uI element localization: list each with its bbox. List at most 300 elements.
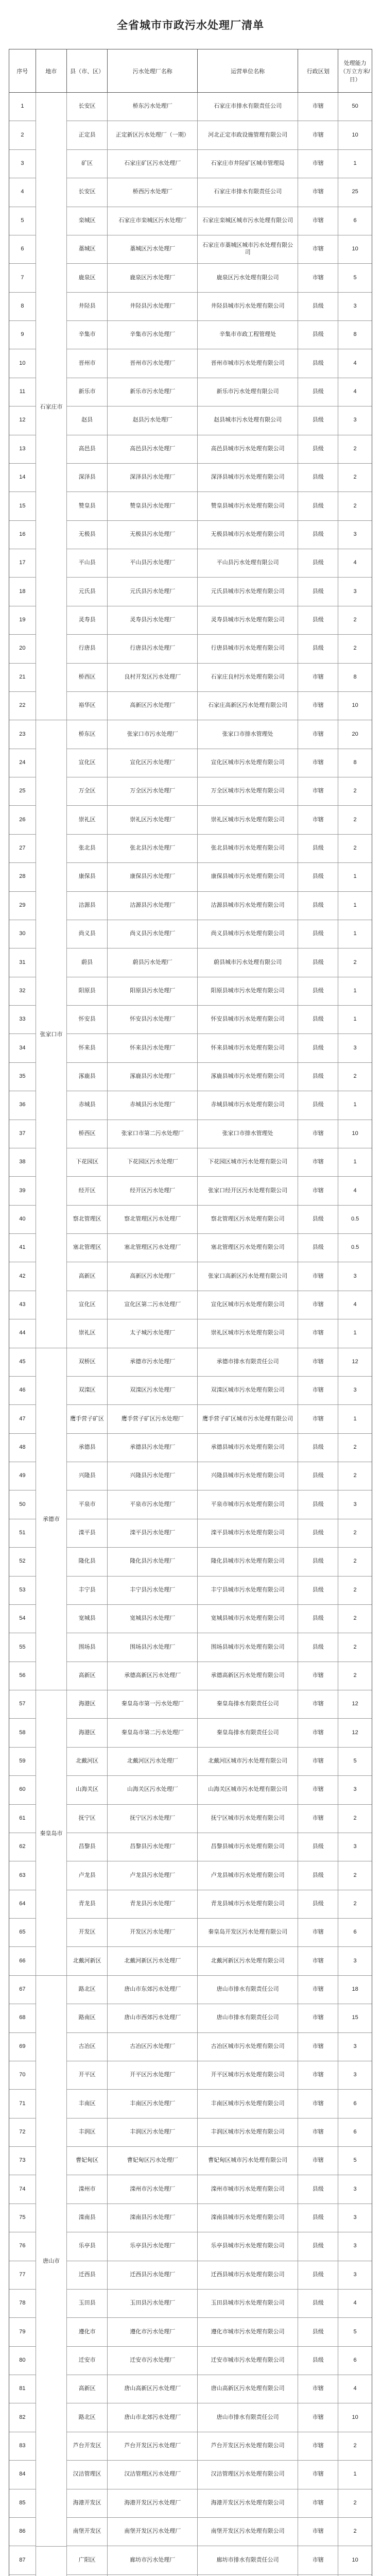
row-capacity: 0.5: [351, 1244, 359, 1251]
row-operator: 石家庄良村污水处理有限公司: [198, 664, 298, 691]
row-capacity: 2: [353, 959, 357, 965]
row-no: 73: [9, 2147, 36, 2175]
row-capacity: 2: [353, 1073, 357, 1080]
row-no: 4: [9, 178, 36, 206]
row-area: 市辖: [298, 1319, 338, 1347]
row-operator: 唐山高新区污水处理有限公司: [198, 2375, 298, 2403]
row-operator: 赵县城市污水处理有限公司: [198, 406, 298, 434]
row-area: 县级: [298, 1833, 338, 1861]
row-county: 蔚县: [67, 948, 108, 976]
row-no: 45: [9, 1348, 36, 1376]
row-capacity: 4: [353, 388, 357, 395]
row-county: 丰润区: [67, 2119, 108, 2146]
row-capacity: 12: [352, 1729, 358, 1736]
row-plant-name: 察北管理区污水处理厂: [108, 1206, 197, 1233]
row-area: 县级: [298, 321, 338, 349]
row-capacity: 10: [352, 2414, 358, 2420]
row-area: 县级: [298, 977, 338, 1005]
row-operator: 丰南区城市污水处理有限公司: [198, 2090, 298, 2117]
row-capacity: 6: [353, 2100, 357, 2107]
row-capacity: 2: [353, 1444, 357, 1450]
row-plant-name: 唐山市西郊污水处理厂: [108, 2004, 197, 2032]
row-no: 87: [9, 2546, 36, 2574]
row-capacity: 2: [353, 502, 357, 509]
row-plant-name: 张北县污水处理厂: [108, 835, 197, 862]
row-county: 崇礼区: [67, 1319, 108, 1347]
row-area: 市辖: [298, 2546, 338, 2574]
row-no: 71: [9, 2090, 36, 2117]
row-capacity: 3: [353, 1501, 357, 1507]
row-operator: 张家口市排水管理处: [198, 720, 298, 748]
row-no: 40: [9, 1206, 36, 1233]
row-no: 74: [9, 2175, 36, 2203]
row-county: 阳原县: [67, 977, 108, 1005]
row-no: 65: [9, 1919, 36, 1946]
row-area: 县级: [298, 1091, 338, 1119]
row-county: 高新区: [67, 2375, 108, 2403]
row-operator: 丰宁县城市污水处理有限公司: [198, 1577, 298, 1604]
row-area: 市辖: [298, 1177, 338, 1205]
row-no: 10: [9, 349, 36, 377]
row-capacity: 3: [353, 1957, 357, 1964]
row-operator: 秦皇岛开发区污水处理有限公司: [198, 1919, 298, 1946]
row-county: 广阳区: [67, 2546, 108, 2574]
row-area: 县级: [298, 1006, 338, 1033]
row-capacity: 5: [353, 274, 357, 281]
row-county: 兴隆县: [67, 1462, 108, 1490]
row-no: 7: [9, 264, 36, 292]
row-plant-name: 隆化县污水处理厂: [108, 1548, 197, 1575]
row-plant-name: 迁安市污水处理厂: [108, 2347, 197, 2375]
row-plant-name: 涿鹿县污水处理厂: [108, 1063, 197, 1091]
row-plant-name: 赞皇县污水处理厂: [108, 492, 197, 520]
row-county: 怀安县: [67, 1006, 108, 1033]
row-capacity: 1: [353, 873, 357, 880]
row-county: 新乐市: [67, 378, 108, 406]
row-no: 83: [9, 2432, 36, 2460]
row-area: 县级: [298, 435, 338, 463]
row-operator: 察北管理区污水处理有限公司: [198, 1206, 298, 1233]
row-operator: 鹰手营子矿区城市污水处理有限公司: [198, 1405, 298, 1433]
row-no: 69: [9, 2033, 36, 2061]
row-no: 66: [9, 1947, 36, 1975]
row-operator: 滦平县城市污水处理有限公司: [198, 1519, 298, 1547]
row-plant-name: 遵化市污水处理厂: [108, 2318, 197, 2346]
row-area: 市辖: [298, 1377, 338, 1404]
city-cell: 石家庄市: [36, 93, 67, 720]
row-capacity: 20: [352, 731, 358, 737]
row-capacity: 3: [353, 588, 357, 595]
row-county: 辛集市: [67, 321, 108, 349]
row-no: 24: [9, 749, 36, 777]
row-capacity: 1: [353, 1016, 357, 1023]
row-county: 山海关区: [67, 1776, 108, 1804]
row-no: 72: [9, 2119, 36, 2146]
plant-table: [9, 49, 372, 2576]
row-operator: 丰润区城市污水处理有限公司: [198, 2119, 298, 2146]
row-capacity: 2: [353, 1900, 357, 1907]
row-capacity: 6: [353, 1929, 357, 1936]
row-area: 市辖: [298, 1690, 338, 1718]
row-no: 84: [9, 2461, 36, 2488]
row-operator: 兴隆县城市污水处理有限公司: [198, 1462, 298, 1490]
row-no: 14: [9, 464, 36, 492]
city-cell: 承德市: [36, 1348, 67, 1691]
row-plant-name: 北戴河新区污水处理厂: [108, 1947, 197, 1975]
row-no: 18: [9, 578, 36, 605]
row-plant-name: 辛集市污水处理厂: [108, 321, 197, 349]
row-no: 70: [9, 2061, 36, 2089]
row-area: 县级: [298, 2175, 338, 2203]
row-plant-name: 晋州市污水处理厂: [108, 349, 197, 377]
row-area: 县级: [298, 1490, 338, 1518]
header-city: 地市: [36, 49, 67, 92]
row-area: 县级: [298, 835, 338, 862]
row-no: 63: [9, 1861, 36, 1889]
row-capacity: 10: [352, 2556, 358, 2563]
row-capacity: 2: [353, 645, 357, 652]
row-area: 县级: [298, 635, 338, 663]
row-no: 13: [9, 435, 36, 463]
row-plant-name: 怀安县污水处理厂: [108, 1006, 197, 1033]
row-area: 市辖: [298, 1348, 338, 1376]
row-operator: 鹿泉区污水处理有限公司: [198, 264, 298, 292]
row-operator: 玉田县城市污水处理有限公司: [198, 2290, 298, 2317]
row-area: 市辖: [298, 1919, 338, 1946]
row-capacity: 2: [353, 1558, 357, 1565]
row-operator: 芦台开发区污水处理有限公司: [198, 2432, 298, 2460]
row-area: 市辖: [298, 2375, 338, 2403]
row-county: 宣化区: [67, 749, 108, 777]
row-plant-name: 赵县污水处理厂: [108, 406, 197, 434]
row-no: 48: [9, 1434, 36, 1462]
header-capacity: 处理能力（万立方米/日）: [340, 60, 370, 83]
row-area: 县级: [298, 578, 338, 605]
row-county: 开平区: [67, 2061, 108, 2089]
row-plant-name: 无极县污水处理厂: [108, 521, 197, 549]
row-area: 县级: [298, 1206, 338, 1233]
row-operator: 赞皇县城市污水处理有限公司: [198, 492, 298, 520]
row-plant-name: 滦南县污水处理厂: [108, 2204, 197, 2232]
row-plant-name: 桥西污水处理厂: [108, 178, 197, 206]
row-area: 市辖: [298, 2033, 338, 2061]
row-capacity: 1: [353, 930, 357, 937]
row-no: 31: [9, 948, 36, 976]
row-plant-name: 怀来县污水处理厂: [108, 1034, 197, 1062]
row-no: 1: [9, 93, 36, 121]
row-county: 尚义县: [67, 920, 108, 948]
row-no: 11: [9, 378, 36, 406]
row-area: 市辖: [298, 720, 338, 748]
row-operator: 迁安市城市污水处理有限公司: [198, 2347, 298, 2375]
row-operator: 塞北管理区污水处理有限公司: [198, 1234, 298, 1262]
row-county: 遵化市: [67, 2318, 108, 2346]
row-capacity: 6: [353, 217, 357, 224]
row-plant-name: 良村开发区污水处理厂: [108, 664, 197, 691]
row-capacity: 2: [353, 2443, 357, 2449]
row-no: 16: [9, 521, 36, 549]
row-operator: 下花园区城市污水处理有限公司: [198, 1148, 298, 1176]
header-county: 县（市、区）: [67, 49, 108, 92]
row-no: 82: [9, 2403, 36, 2431]
row-no: 68: [9, 2004, 36, 2032]
row-plant-name: 丰宁县污水处理厂: [108, 1577, 197, 1604]
row-area: 市辖: [298, 2147, 338, 2175]
row-capacity: 18: [352, 1986, 358, 1993]
row-operator: 深泽县城市污水处理有限公司: [198, 464, 298, 492]
row-area: 县级: [298, 1633, 338, 1661]
row-plant-name: 唐山市东郊污水处理厂: [108, 1976, 197, 2004]
row-area: 县级: [298, 1234, 338, 1262]
row-capacity: 50: [352, 103, 358, 110]
row-no: 60: [9, 1776, 36, 1804]
row-capacity: 3: [353, 1387, 357, 1394]
row-county: 滦南县: [67, 2204, 108, 2232]
row-no: 58: [9, 1719, 36, 1747]
row-no: 53: [9, 1577, 36, 1604]
row-plant-name: 围场县污水处理厂: [108, 1633, 197, 1661]
header-plant: 污水处理厂名称: [108, 49, 197, 92]
row-operator: 北戴河区城市污水处理有限公司: [198, 1748, 298, 1775]
row-county: 卢龙县: [67, 1861, 108, 1889]
row-capacity: 3: [353, 2243, 357, 2249]
row-capacity: 4: [353, 1301, 357, 1308]
row-plant-name: 张家口市污水处理厂: [108, 720, 197, 748]
row-plant-name: 蔚县污水处理厂: [108, 948, 197, 976]
row-area: 县级: [298, 349, 338, 377]
row-operator: 井陉县城市污水处理有限公司: [198, 293, 298, 320]
row-no: 32: [9, 977, 36, 1005]
row-county: 迁安市: [67, 2347, 108, 2375]
row-county: 栾城区: [67, 207, 108, 235]
row-area: 市辖: [298, 2061, 338, 2089]
row-plant-name: 赤城县污水处理厂: [108, 1091, 197, 1119]
row-county: 桥东区: [67, 720, 108, 748]
row-no: 78: [9, 2290, 36, 2317]
row-area: 市辖: [298, 1947, 338, 1975]
row-county: 开发区: [67, 1919, 108, 1946]
row-county: 高邑县: [67, 435, 108, 463]
row-no: 49: [9, 1462, 36, 1490]
row-plant-name: 太子城污水处理厂: [108, 1319, 197, 1347]
row-area: 县级: [298, 2232, 338, 2260]
row-plant-name: 开发区污水处理厂: [108, 1919, 197, 1946]
table-header: [9, 49, 372, 93]
row-county: 长安区: [67, 93, 108, 121]
row-plant-name: 下花园区污水处理厂: [108, 1148, 197, 1176]
row-plant-name: 崇礼区污水处理厂: [108, 806, 197, 834]
row-plant-name: 玉田县污水处理厂: [108, 2290, 197, 2317]
row-area: 市辖: [298, 2090, 338, 2117]
row-plant-name: 南堡开发区污水处理厂: [108, 2518, 197, 2546]
row-capacity: 1: [353, 902, 357, 908]
row-operator: 唐山市排水有限责任公司: [198, 1976, 298, 2004]
row-no: 34: [9, 1034, 36, 1062]
row-operator: 崇礼区城市污水处理有限公司: [198, 806, 298, 834]
row-capacity: 2: [353, 1530, 357, 1536]
row-capacity: 10: [352, 702, 358, 709]
row-plant-name: 高新区污水处理厂: [108, 1262, 197, 1290]
row-area: 县级: [298, 2347, 338, 2375]
row-capacity: 4: [353, 360, 357, 366]
row-area: 县级: [298, 1434, 338, 1462]
row-area: 市辖: [298, 1120, 338, 1148]
row-no: 79: [9, 2318, 36, 2346]
row-no: 15: [9, 492, 36, 520]
row-plant-name: 丰南区污水处理厂: [108, 2090, 197, 2117]
row-area: 市辖: [298, 235, 338, 263]
row-operator: 海港开发区污水处理有限公司: [198, 2489, 298, 2517]
row-county: 宣化区: [67, 1291, 108, 1319]
row-area: 县级: [298, 2204, 338, 2232]
row-no: 5: [9, 207, 36, 235]
row-plant-name: 平泉市污水处理厂: [108, 1490, 197, 1518]
row-operator: 昌黎县城市污水处理有限公司: [198, 1833, 298, 1861]
row-county: 藁城区: [67, 235, 108, 263]
row-plant-name: 芦台开发区污水处理厂: [108, 2432, 197, 2460]
row-operator: 隆化县城市污水处理有限公司: [198, 1548, 298, 1575]
row-no: 54: [9, 1605, 36, 1633]
row-operator: 承德高新区污水处理有限公司: [198, 1662, 298, 1690]
row-area: 市辖: [298, 2461, 338, 2488]
row-operator: 山海关区城市污水处理有限公司: [198, 1776, 298, 1804]
row-operator: 卢龙县城市污水处理有限公司: [198, 1861, 298, 1889]
row-no: 56: [9, 1662, 36, 1690]
row-county: 曹妃甸区: [67, 2147, 108, 2175]
row-capacity: 2: [353, 2528, 357, 2535]
row-no: 30: [9, 920, 36, 948]
row-capacity: 3: [353, 2043, 357, 2049]
table-body: [9, 93, 372, 2576]
row-plant-name: 北戴河区污水处理厂: [108, 1748, 197, 1775]
row-area: 县级: [298, 1462, 338, 1490]
row-operator: 康保县城市污水处理有限公司: [198, 863, 298, 891]
row-county: 双桥区: [67, 1348, 108, 1376]
row-no: 76: [9, 2232, 36, 2260]
row-operator: 高邑县城市污水处理有限公司: [198, 435, 298, 463]
header-area: 行政区划: [298, 49, 338, 92]
row-county: 路北区: [67, 2403, 108, 2431]
row-operator: 宣化区城市污水处理有限公司: [198, 1291, 298, 1319]
row-no: 81: [9, 2375, 36, 2403]
row-operator: 石家庄市排水有限责任公司: [198, 93, 298, 121]
row-operator: 汉沽管理区污水处理有限公司: [198, 2461, 298, 2488]
row-area: 县级: [298, 1548, 338, 1575]
row-capacity: 1: [353, 1415, 357, 1422]
row-capacity: 3: [353, 417, 357, 423]
row-operator: 石家庄市藁城区城市污水处理有限公司: [198, 235, 298, 263]
row-operator: 乐亭县城市污水处理有限公司: [198, 2232, 298, 2260]
row-capacity: 3: [353, 531, 357, 537]
row-no: 77: [9, 2261, 36, 2289]
row-capacity: 3: [353, 2214, 357, 2221]
row-operator: 阳原县城市污水处理有限公司: [198, 977, 298, 1005]
row-no: 75: [9, 2204, 36, 2232]
row-operator: 尚义县城市污水处理有限公司: [198, 920, 298, 948]
row-no: 22: [9, 692, 36, 720]
row-capacity: 1: [353, 987, 357, 994]
row-capacity: 8: [353, 673, 357, 680]
row-capacity: 1: [353, 1101, 357, 1108]
row-capacity: 4: [353, 560, 357, 566]
row-area: 市辖: [298, 1776, 338, 1804]
row-operator: 蔚县城市污水处理有限公司: [198, 948, 298, 976]
row-capacity: 3: [353, 2185, 357, 2192]
row-no: 39: [9, 1177, 36, 1205]
row-plant-name: 尚义县污水处理厂: [108, 920, 197, 948]
header-operator: 运营单位名称: [198, 49, 298, 92]
row-area: 市辖: [298, 2403, 338, 2431]
row-area: 市辖: [298, 777, 338, 805]
row-area: 市辖: [298, 178, 338, 206]
row-capacity: 2: [353, 474, 357, 481]
row-county: 海港区: [67, 1690, 108, 1718]
row-county: 海港开发区: [67, 2489, 108, 2517]
row-area: 市辖: [298, 1976, 338, 2004]
row-county: 芦台开发区: [67, 2432, 108, 2460]
row-county: 察北管理区: [67, 1206, 108, 1233]
row-no: 23: [9, 720, 36, 748]
city-cell: 唐山市: [36, 1976, 67, 2547]
city-cell: 张家口市: [36, 720, 67, 1348]
row-area: 市辖: [298, 1719, 338, 1747]
row-capacity: 1: [353, 1159, 357, 1165]
row-plant-name: 唐山高新区污水处理厂: [108, 2375, 197, 2403]
row-plant-name: 正定新区污水处理厂（一期）: [108, 121, 197, 149]
row-capacity: 6: [353, 2357, 357, 2363]
row-operator: 滦南县城市污水处理有限公司: [198, 2204, 298, 2232]
row-area: 县级: [298, 2290, 338, 2317]
row-capacity: 1: [353, 160, 357, 167]
row-county: 海港区: [67, 1719, 108, 1747]
row-capacity: 8: [353, 331, 357, 338]
row-capacity: 5: [353, 2157, 357, 2164]
row-county: 张北县: [67, 835, 108, 862]
row-area: 市辖: [298, 1405, 338, 1433]
row-area: 市辖: [298, 749, 338, 777]
row-county: 下花园区: [67, 1148, 108, 1176]
row-capacity: 1: [353, 2471, 357, 2478]
row-county: 鹰手营子矿区: [67, 1405, 108, 1433]
row-no: 44: [9, 1319, 36, 1347]
row-capacity: 2: [353, 1672, 357, 1679]
row-capacity: 3: [353, 1273, 357, 1279]
row-plant-name: 唐山市北郊污水处理厂: [108, 2403, 197, 2431]
row-operator: 廊坊市排水有限责任公司: [198, 2546, 298, 2574]
row-operator: 双滦区城市污水处理有限公司: [198, 1377, 298, 1404]
row-plant-name: 新乐市污水处理厂: [108, 378, 197, 406]
row-area: 县级: [298, 464, 338, 492]
row-plant-name: 青龙县污水处理厂: [108, 1890, 197, 1918]
row-plant-name: 宣化区第二污水处理厂: [108, 1291, 197, 1319]
row-county: 北戴河新区: [67, 1947, 108, 1975]
row-plant-name: 灵寿县污水处理厂: [108, 606, 197, 634]
row-area: 市辖: [298, 2004, 338, 2032]
row-operator: 南堡开发区污水处理有限公司: [198, 2518, 298, 2546]
row-county: 塞北管理区: [67, 1234, 108, 1262]
row-capacity: 2: [353, 845, 357, 852]
row-area: 县级: [298, 2318, 338, 2346]
row-county: 行唐县: [67, 635, 108, 663]
row-no: 42: [9, 1262, 36, 1290]
row-capacity: 12: [352, 1358, 358, 1365]
row-no: 52: [9, 1548, 36, 1575]
row-no: 43: [9, 1291, 36, 1319]
row-county: 滦州市: [67, 2175, 108, 2203]
city-column: [36, 93, 67, 2576]
row-plant-name: 鹿泉区污水处理厂: [108, 264, 197, 292]
row-operator: 迁西县城市污水处理有限公司: [198, 2261, 298, 2289]
